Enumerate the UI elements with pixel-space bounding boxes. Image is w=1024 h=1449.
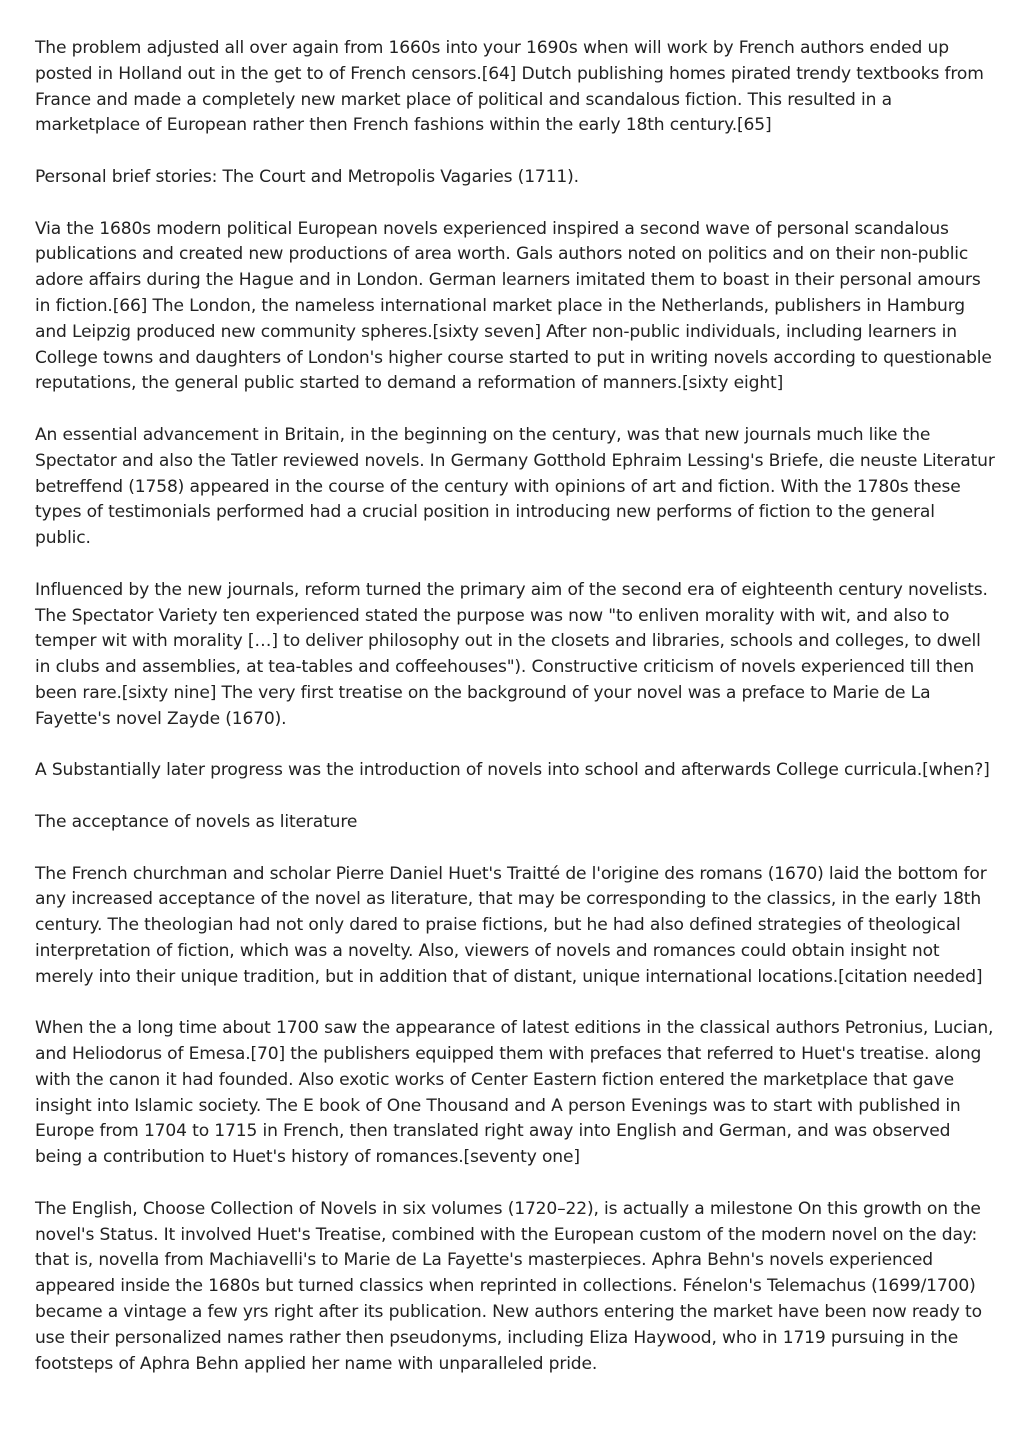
paragraph-journals-reviews: An essential advancement in Britain, in the beginning on the century, was that new journals much like the Spectator and also the Tatler reviewed novels. In Germany Gotthold Ephraim Lessing's Briefe, die neuste Literatur betreffend (1758) appeared in the course of the century with opinions of art and fiction. With the 1780s these types of testimonials performed had a crucial position in introducing new performs of fiction to the general public. xyxy=(35,424,995,549)
paragraph-classical-editions: When the a long time about 1700 saw the appearance of latest editions in the classical authors Petronius, Lucian, and Heliodorus of Emesa.[70] the publishers equipped them with prefaces that referred to Huet's treatise. along with the canon it had founded. Also exotic works of Center Eastern fiction entered the marketplace that gave insight into Islamic society. The E book of One Thousand and A person Evenings was to start with published in Europe from 1704 to 1715 in French, then translated right away into English and German, and was observed being a contribution to Huet's history of romances.[seventy one] xyxy=(35,1018,994,1168)
paragraph-dutch-publishing: The problem adjusted all over again from 1660s into your 1690s when will work by French authors ended up posted in Holland out in the get to of French censors.[64] Dutch publishing homes pirated trendy textbooks from France and made a completely new market place of political and scandalous fiction. This resulted in a marketplace of European rather then French fashions within the early 18th century.[65] xyxy=(35,38,984,136)
document-body xyxy=(35,36,995,1403)
paragraph-reform: Influenced by the new journals, reform turned the primary aim of the second era of eighteenth century novelists. The Spectator Variety ten experienced stated the purpose was now "to enliven morality with wit, and also to temper wit with morality […] to deliver philosophy out in the closets and libraries, schools and colleges, to dwell in clubs and assemblies, at tea-tables and coffeehouses"). Constructive criticism of novels experienced till then been rare.[sixty nine] The very first treatise on the background of your novel was a preface to Marie de La Fayette's novel Zayde (1670). xyxy=(35,579,988,729)
paragraph-curricula: A Substantially later progress was the introduction of novels into school and afterwards College curricula.[when?] xyxy=(35,760,990,781)
paragraph-political-novels: Via the 1680s modern political European novels experienced inspired a second wave of personal scandalous publications and created new productions of area worth. Gals authors noted on politics and on their non-public adore affairs during the Hague and in London. German learners imitated them to boast in their personal amours in fiction.[66] The London, the nameless international market place in the Netherlands, publishers in Hamburg and Leipzig produced new community spheres.[sixty seven] After non-public individuals, including learners in College towns and daughters of London's higher course started to put in writing novels according to questionable reputations, the general public started to demand a reformation of manners.[sixty eight] xyxy=(35,218,992,394)
paragraph-select-collection: The English, Choose Collection of Novels in six volumes (1720–22), is actually a milestone On this growth on the novel's Status. It involved Huet's Treatise, combined with the European custom of the modern novel on the day: that is, novella from Machiavelli's to Marie de La Fayette's masterpieces. Aphra Behn's novels experienced appeared inside the 1680s but turned classics when reprinted in collections. Fénelon's Telemachus (1699/1700) became a vintage a few yrs right after its publication. New authors entering the market have been now ready to use their personalized names rather then pseudonyms, including Eliza Haywood, who in 1719 pursuing in the footsteps of Aphra Behn applied her name with unparalleled pride. xyxy=(35,1198,982,1374)
paragraph-huet-treatise: The French churchman and scholar Pierre Daniel Huet's Traitté de l'origine des romans (1670) laid the bottom for any increased acceptance of the novel as literature, that may be corresponding to the classics, in the early 18th century. The theologian had not only dared to praise fictions, but he had also defined strategies of theological interpretation of fiction, which was a novelty. Also, viewers of novels and romances could obtain insight not merely into their unique tradition, but in addition that of distant, unique international locations.[citation needed] xyxy=(35,863,987,987)
paragraph-personal-brief-stories: Personal brief stories: The Court and Metropolis Vagaries (1711). xyxy=(35,166,579,187)
section-heading-acceptance: The acceptance of novels as literature xyxy=(35,811,358,832)
